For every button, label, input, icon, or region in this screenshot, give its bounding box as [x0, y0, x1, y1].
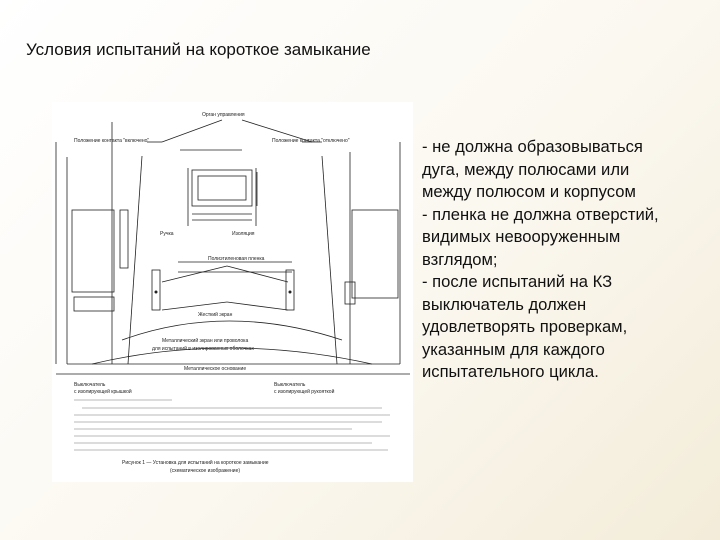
figure-caption-1: Рисунок 1 — Установка для испытаний на короткое замыкание	[122, 460, 269, 466]
label-metal-base: Металлическое основание	[184, 366, 247, 372]
label-screen: Жесткий экран	[198, 312, 233, 318]
caption-left-2: с изолирующей крышкой	[74, 389, 132, 395]
text-line: между полюсом и корпусом	[422, 182, 636, 201]
label-handle: Ручка	[160, 231, 174, 237]
test-setup-diagram	[52, 102, 413, 482]
text-line: указанным для каждого	[422, 339, 605, 359]
label-right-contact: Положение контакта "отключено"	[272, 138, 350, 144]
conditions-text	[422, 136, 712, 384]
text-line: - не должна образовываться	[422, 137, 643, 156]
text-line: видимых невооруженным	[422, 227, 621, 246]
caption-left-1: Выключатель	[74, 382, 106, 388]
label-left-contact: Положение контакта "включено"	[74, 138, 150, 144]
caption-right-2: с изолирующей рукояткой	[274, 389, 335, 395]
text-line: дуга, между полюсами или	[422, 159, 630, 179]
text-line: - после испытаний на КЗ	[422, 272, 613, 291]
label-orient: Орган управления	[202, 112, 245, 118]
text-line: взглядом;	[422, 249, 498, 269]
text-line: испытательного цикла.	[422, 362, 599, 381]
label-metal-screen-2: для испытаний в изолированных оболочках	[152, 346, 254, 352]
text-line: выключатель должен	[422, 294, 587, 314]
figure-caption-2: (схематическое изображение)	[170, 468, 241, 474]
text-line: - пленка не должна отверстий,	[422, 204, 659, 224]
label-metal-screen-1: Металлический экран или проволока	[162, 338, 249, 344]
text-line: удовлетворять проверкам,	[422, 317, 628, 336]
label-grip: Изоляция	[232, 231, 255, 237]
label-film: Полиэтиленовая пленка	[208, 256, 265, 262]
caption-right-1: Выключатель	[274, 382, 306, 388]
diagram-svg	[52, 102, 413, 482]
slide-title: Условия испытаний на короткое замыкание	[26, 40, 371, 59]
